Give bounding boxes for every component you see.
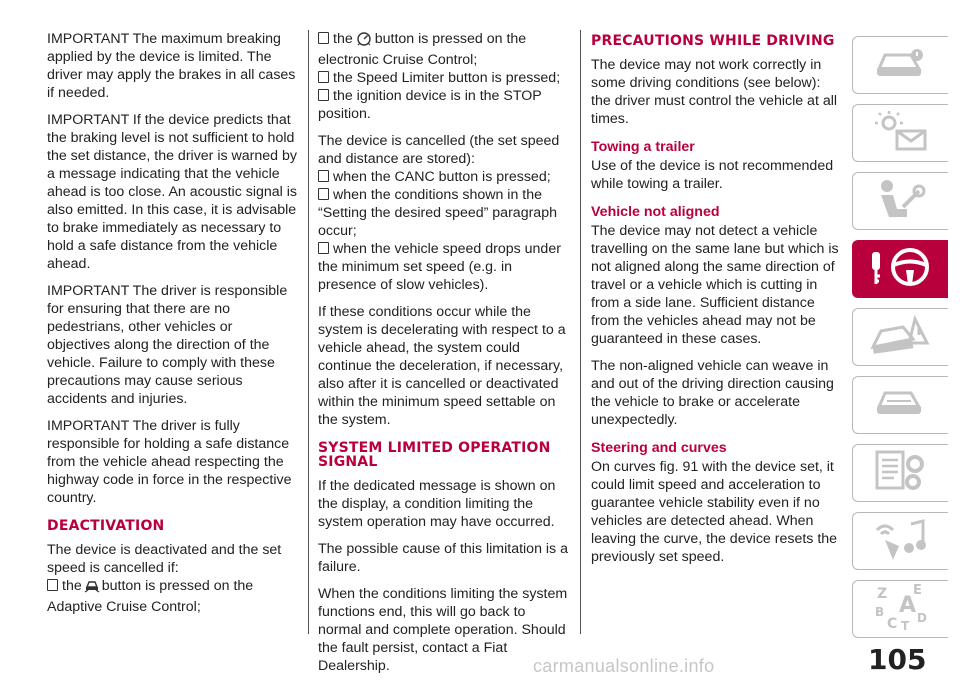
bullet-cruise-button: the button is pressed on the electronic Cruise Control; xyxy=(318,31,527,68)
checkbox-bullet-icon xyxy=(318,71,329,83)
tab-multimedia[interactable] xyxy=(852,512,948,570)
deactivation-intro: The device is deactivated and the set speed is cancelled if: xyxy=(47,542,282,576)
multimedia-icon xyxy=(871,516,931,567)
car-service-icon xyxy=(871,383,931,428)
important-note-pedestrians: IMPORTANT The driver is responsible for ensuring that there are no pedestrians, other vehicles or objectives along the direction of the vehicle. Failure to comply with these precautions may cause serious accidents and injuries. xyxy=(47,283,288,407)
bullet-conditions: when the conditions shown in the “Setting the desired speed” paragraph occur; xyxy=(318,187,557,239)
svg-text:C: C xyxy=(886,615,897,632)
heading-precautions: PRECAUTIONS WHILE DRIVING xyxy=(591,33,835,49)
tab-technical-data[interactable] xyxy=(852,444,948,502)
tab-maintenance[interactable] xyxy=(852,376,948,434)
bullet-speed-drop: when the vehicle speed drops under the minimum set speed (e.g. in presence of slow vehicles). xyxy=(318,241,561,293)
important-note-distance: IMPORTANT If the device predicts that the braking level is not sufficient to hold the set distance, the driver is warned by a message indicating that the vehicle ahead is too close. An acoustic signal is also emitted. In this case, it is advisable to brake immediately as necessary to hold a safe distance from the vehicle ahead. xyxy=(47,112,298,272)
column-divider xyxy=(308,30,309,634)
tab-index[interactable] xyxy=(852,580,948,638)
tab-starting-driving[interactable] xyxy=(852,240,948,298)
svg-text:Z: Z xyxy=(876,585,887,602)
important-note-braking: IMPORTANT The maximum breaking applied by the device is limited. The driver may apply the brakes in all cases if needed. xyxy=(47,31,296,101)
checkbox-bullet-icon xyxy=(318,242,329,254)
seat-safety-icon xyxy=(871,177,931,226)
heading-limited-operation: SYSTEM LIMITED OPERATION SIGNAL xyxy=(318,440,551,470)
cancel-intro: The device is cancelled (the set speed and distance are stored): xyxy=(318,133,560,167)
svg-text:T: T xyxy=(900,618,909,632)
checkbox-bullet-icon xyxy=(318,32,329,44)
heading-deactivation: DEACTIVATION xyxy=(47,518,165,534)
steering-wheel-key-icon xyxy=(866,244,936,295)
bullet-ignition: the ignition device is in the STOP position. xyxy=(318,88,542,122)
tab-dashboard[interactable] xyxy=(852,36,948,94)
tab-safety[interactable] xyxy=(852,172,948,230)
car-breakdown-icon xyxy=(869,313,933,362)
car-dashboard-icon xyxy=(871,43,931,88)
chapter-tabs xyxy=(852,36,948,648)
signal-recovery-note: When the conditions limiting the system functions end, this will go back to normal and complete operation. Should the fault persist, contact a Fiat Dealership. xyxy=(318,586,568,674)
towing-note: Use of the device is not recommended while towing a trailer. xyxy=(591,158,834,192)
checkbox-bullet-icon xyxy=(318,188,329,200)
tab-warning-lights[interactable] xyxy=(852,104,948,162)
not-aligned-note: The device may not detect a vehicle travelling on the same lane but which is not aligned along the same direction of travel or a vehicle which is cutting in from a side lane. Sufficient distance from the vehicles ahead may not be guaranteed in these cases. xyxy=(591,223,839,347)
checkbox-bullet-icon xyxy=(318,170,329,182)
steering-note: On curves fig. 91 with the device set, it could limit speed and acceleration to guarantee vehicle stability even if no vehicles are detected ahead. When leaving the curve, the device resets the previously set speed. xyxy=(591,459,838,565)
column-middle xyxy=(318,30,570,684)
column-divider xyxy=(580,30,581,634)
deceleration-note: If these conditions occur while the system is decelerating with respect to a vehicle ahead, the system could continue the deceleration, if necessary, also after it is cancelled or deactivated within the minimum speed settable on the system. xyxy=(318,304,566,428)
svg-text:D: D xyxy=(916,610,927,625)
subheading-not-aligned: Vehicle not aligned xyxy=(591,204,720,220)
page-number: 105 xyxy=(868,643,927,676)
adaptive-cruise-control-icon xyxy=(84,579,100,598)
checkbox-bullet-icon xyxy=(47,579,58,591)
checkbox-bullet-icon xyxy=(318,89,329,101)
watermark: carmanualsonline.info xyxy=(533,656,715,676)
specs-gear-icon xyxy=(869,448,933,499)
not-aligned-weave-note: The non-aligned vehicle can weave in and out of the driving direction causing the vehicle to brake or accelerate unexpectedly. xyxy=(591,358,834,428)
svg-text:A: A xyxy=(898,592,916,618)
bullet-speed-limiter: the Speed Limiter button is pressed; xyxy=(318,69,570,87)
column-right xyxy=(591,30,841,575)
warning-lights-icon xyxy=(869,109,933,158)
subheading-towing: Towing a trailer xyxy=(591,139,695,155)
index-letters-icon xyxy=(869,582,933,637)
signal-cause-note: The possible cause of this limitation is a failure. xyxy=(318,541,568,575)
subheading-steering: Steering and curves xyxy=(591,440,727,456)
tab-emergency[interactable] xyxy=(852,308,948,366)
speedometer-icon xyxy=(355,31,373,51)
svg-text:B: B xyxy=(874,604,884,619)
signal-message-note: If the dedicated message is shown on the display, a condition limiting the system operation may have occurred. xyxy=(318,478,556,530)
important-note-responsibility: IMPORTANT The driver is fully responsible for holding a safe distance from the vehicle ahead respecting the highway code in force in the respective country. xyxy=(47,418,292,506)
bullet-canc-button: when the CANC button is pressed; xyxy=(318,168,570,186)
svg-text:E: E xyxy=(912,582,922,598)
bullet-acc-button: the button is pressed on the Adaptive Cruise Control; xyxy=(47,578,254,615)
column-left xyxy=(47,30,299,616)
precautions-intro: The device may not work correctly in some driving conditions (see below): the driver must control the vehicle at all times. xyxy=(591,57,838,127)
